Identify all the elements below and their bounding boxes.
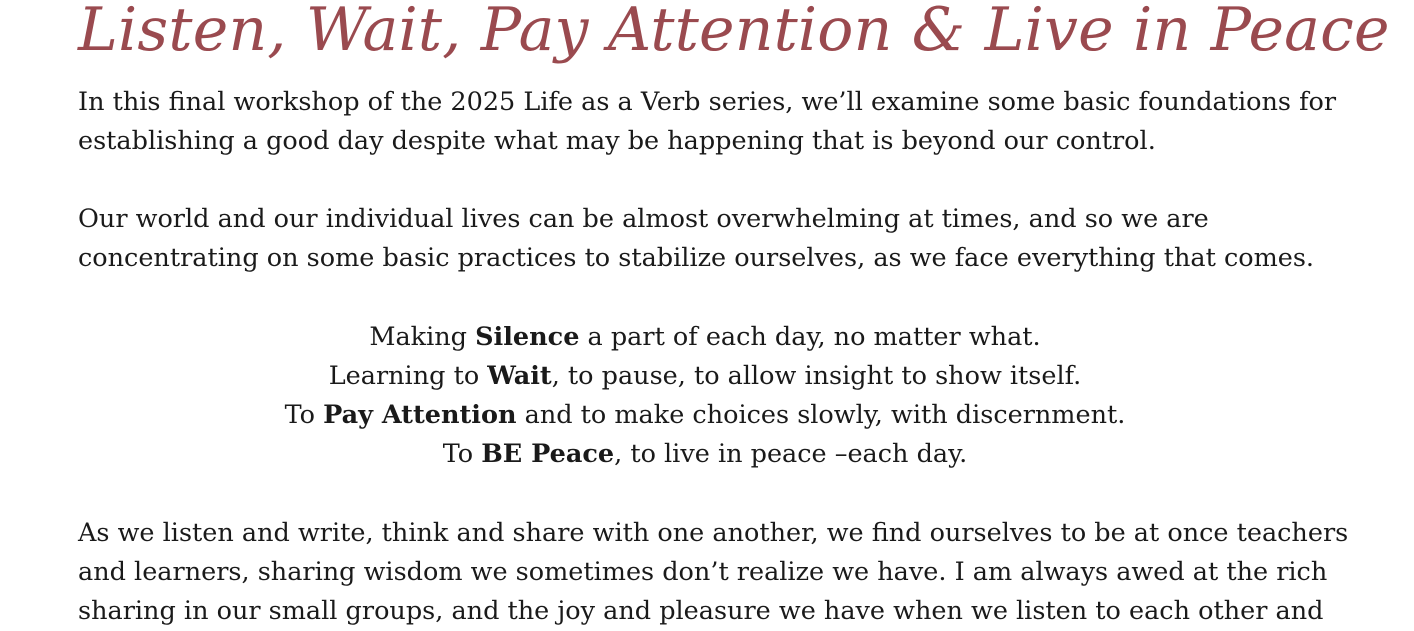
practice-keyword: Wait xyxy=(487,361,552,391)
intro-paragraph-line: establishing a good day despite what may be happening that is beyond our control. xyxy=(78,126,1156,156)
practice-text: To xyxy=(442,439,482,469)
practice-text: Making xyxy=(369,322,476,352)
page-title: Listen, Wait, Pay Attention & Live in Peace xyxy=(78,0,1390,65)
practice-keyword: BE Peace xyxy=(481,439,615,469)
closing-paragraph-line: As we listen and write, think and share with one another, we find ourselves to be at once teachers xyxy=(78,518,1349,548)
closing-paragraph-line: sharing in our small groups, and the joy and pleasure we have when we listen to each other and xyxy=(78,596,1324,626)
closing-paragraph xyxy=(78,514,1348,631)
practice-wait xyxy=(78,357,1332,396)
practice-text: , to live in peace –each day. xyxy=(614,439,968,469)
practice-text: Learning to xyxy=(328,361,488,391)
intro-paragraph-line: In this final workshop of the 2025 Life as a Verb series, we’ll examine some basic foundations for xyxy=(78,87,1337,117)
practices-list xyxy=(78,318,1332,474)
world-paragraph-line: concentrating on some basic practices to stabilize ourselves, as we face everything that comes. xyxy=(78,243,1315,273)
world-paragraph xyxy=(78,200,1314,278)
practice-silence xyxy=(78,318,1332,357)
practice-text: a part of each day, no matter what. xyxy=(579,322,1041,352)
world-paragraph-line: Our world and our individual lives can be almost overwhelming at times, and so we are xyxy=(78,204,1209,234)
practice-keyword: Pay Attention xyxy=(323,400,517,430)
practice-text: , to pause, to allow insight to show itself. xyxy=(551,361,1082,391)
practice-keyword: Silence xyxy=(475,322,580,352)
practice-pay-attention xyxy=(78,396,1332,435)
practice-text: To xyxy=(284,400,324,430)
intro-paragraph xyxy=(78,83,1336,161)
practice-text: and to make choices slowly, with discernment. xyxy=(516,400,1126,430)
closing-paragraph-line: and learners, sharing wisdom we sometimes don’t realize we have. I am always awed at the rich xyxy=(78,557,1328,587)
practice-be-peace xyxy=(78,435,1332,474)
